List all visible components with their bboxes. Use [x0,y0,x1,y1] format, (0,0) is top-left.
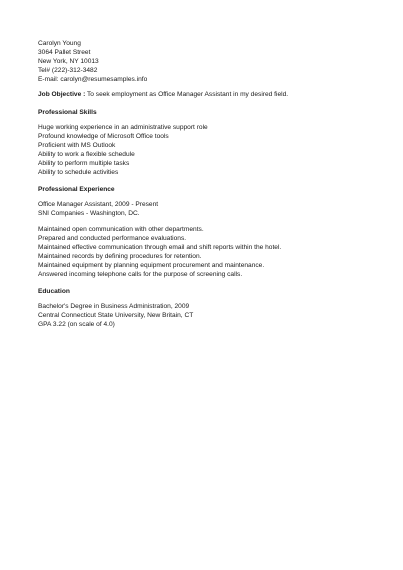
skills-title: Professional Skills [38,108,97,116]
skill-item: Huge working experience in an administrative support role [38,123,208,131]
education-section [38,287,368,329]
skill-item: Ability to work a flexible schedule [38,150,135,158]
job-objective-text: To seek employment as Office Manager Assistant in my desired field. [85,91,289,99]
education-degree: Bachelor's Degree in Business Administration, 2009 [38,303,190,311]
duty-item: Maintained effective communication through email and shift reports within the hotel. [38,243,282,251]
contact-block [38,39,368,84]
education-gpa: GPA 3.22 (on scale of 4.0) [38,321,115,329]
skill-item: Proficient with MS Outlook [38,141,116,149]
contact-phone: Tel# (222)-312-3482 [38,67,98,75]
experience-section [38,185,368,279]
contact-email: E-mail: carolyn@resumesamples.info [38,76,148,84]
contact-name: Carolyn Young [38,40,81,47]
experience-title: Professional Experience [38,186,115,194]
skill-item: Ability to schedule activities [38,169,119,177]
education-school: Central Connecticut State University, New Britain, CT [38,312,194,320]
job-objective [38,90,368,99]
duty-item: Maintained records by defining procedures for retention. [38,252,202,260]
duty-item: Maintained open communication with other departments. [38,225,204,233]
skills-section [38,108,368,178]
skill-item: Ability to perform multiple tasks [38,160,130,168]
job-objective-label: Job Objective : [38,91,86,99]
duty-item: Prepared and conducted performance evaluations. [38,234,187,242]
education-title: Education [38,288,70,296]
contact-city: New York, NY 10013 [38,58,99,66]
contact-street: 3064 Pallet Street [38,49,91,57]
duty-item: Maintained equipment by planning equipment procurement and maintenance. [38,261,265,269]
duty-item: Answered incoming telephone calls for the purpose of screening calls. [38,270,243,278]
experience-company: SNI Companies - Washington, DC. [38,210,140,218]
resume-document [38,39,368,329]
skill-item: Profound knowledge of Microsoft Office tools [38,132,169,140]
experience-position: Office Manager Assistant, 2009 - Present [38,201,159,209]
